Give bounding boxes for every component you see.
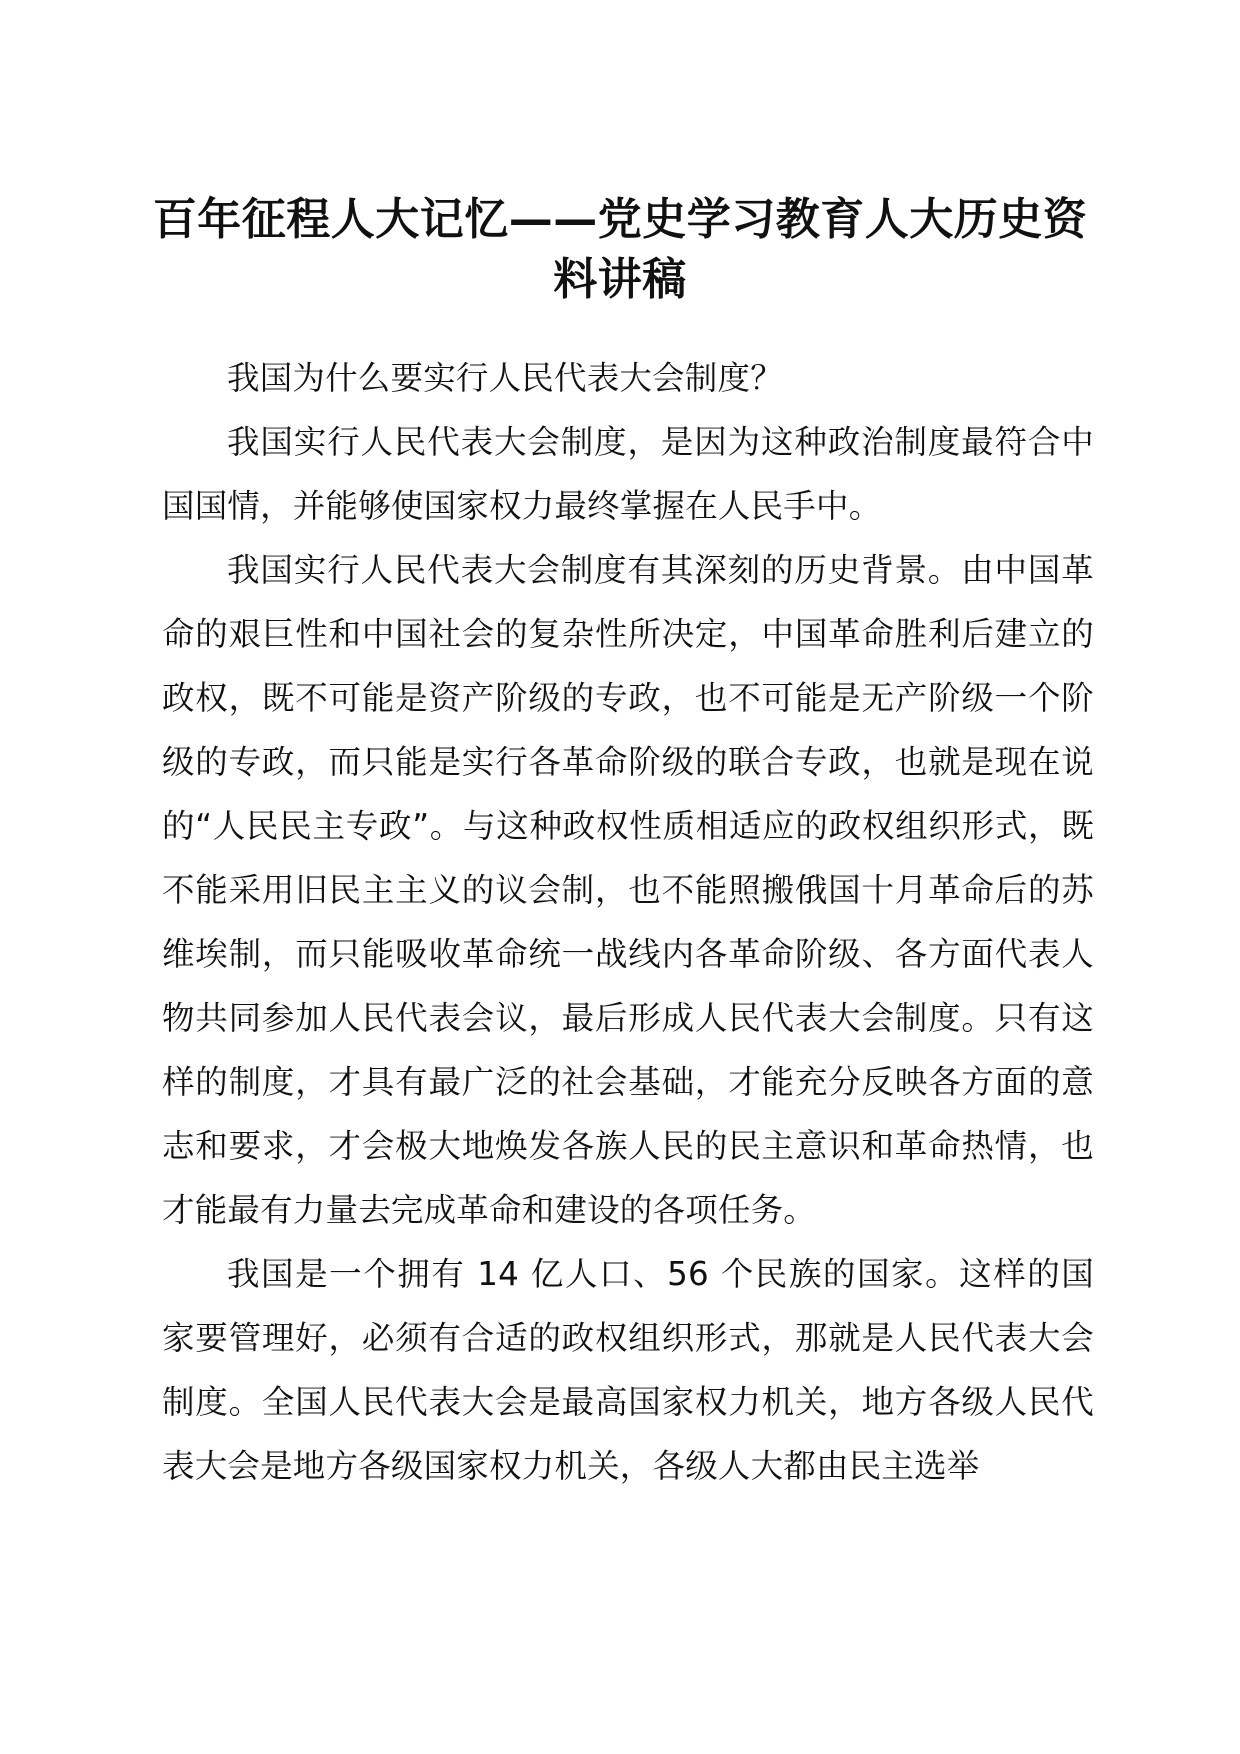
paragraph-history: 我国实行人民代表大会制度有其深刻的历史背景。由中国革命的艰巨性和中国社会的复杂性所决定，中国革命胜利后建立的政权，既不可能是资产阶级的专政，也不可能是无产阶级一个阶级的专政，而只能是实行各革命阶级的联合专政，也就是现在说的“人民民主专政”。与这种政权性质相适应的政权组织形式，既不能采用旧民主主义的议会制，也不能照搬俄国十月革命后的苏维埃制，而只能吸收革命统一战线内各革命阶级、各方面代表人物共同参加人民代表会议，最后形成人民代表大会制度。只有这样的制度，才具有最广泛的社会基础，才能充分反映各方面的意志和要求，才会极大地焕发各族人民的民主意识和革命热情，也才能最有力量去完成革命和建设的各项任务。 — [162, 551, 1094, 1229]
document-body — [162, 346, 1094, 1498]
paragraph-question: 我国为什么要实行人民代表大会制度？ — [227, 359, 783, 397]
paragraph-answer: 我国实行人民代表大会制度，是因为这种政治制度最符合中国国情，并能够使国家权力最终掌握在人民手中。 — [162, 423, 1094, 525]
document-title: 百年征程人大记忆——党史学习教育人大历史资料讲稿 — [152, 194, 1088, 305]
paragraph-population: 我国是一个拥有 14 亿人口、56 个民族的国家。这样的国家要管理好，必须有合适的政权组织形式，那就是人民代表大会制度。全国人民代表大会是最高国家权力机关，地方各级人民代表大会是地方各级国家权力机关，各级人大都由民主选举 — [162, 1255, 1094, 1485]
